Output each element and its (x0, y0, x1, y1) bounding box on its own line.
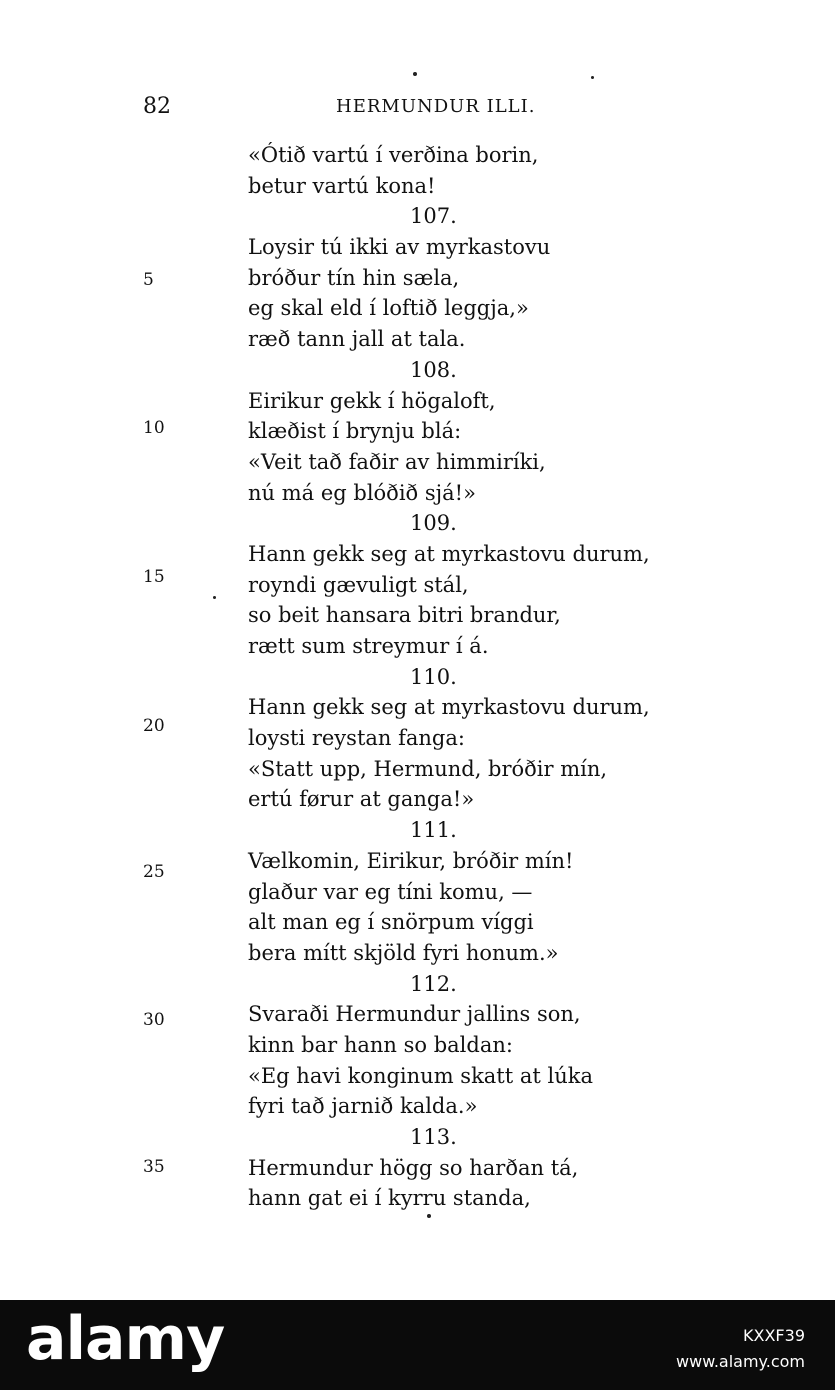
stanza-number: 109. (410, 511, 457, 536)
poem-text (248, 140, 688, 1214)
verse-line: nú má eg blóðið sjá!» (248, 480, 476, 505)
brand-logo: alamy (26, 1304, 225, 1374)
verse-line: kinn bar hann so baldan: (248, 1032, 513, 1057)
verse-line: betur vartú kona! (248, 173, 436, 198)
speck-dot (213, 596, 216, 599)
verse-line: Eirikur gekk í högaloft, (248, 388, 496, 413)
line-marker-30: 30 (143, 1010, 165, 1030)
speck-dot (413, 72, 417, 76)
verse-line: Hermundur högg so harðan tá, (248, 1155, 579, 1180)
verse-line: bera mítt skjöld fyri honum.» (248, 940, 559, 965)
verse-line: royndi gævuligt stál, (248, 572, 469, 597)
line-marker-15: 15 (143, 567, 165, 587)
running-head: HERMUNDUR ILLI. (336, 96, 536, 117)
stanza-number: 108. (410, 357, 457, 382)
stanza-number: 107. (410, 204, 457, 229)
verse-line: «Veit tað faðir av himmiríki, (248, 449, 546, 474)
line-marker-35: 35 (143, 1157, 165, 1177)
verse-line: Vælkomin, Eirikur, bróðir mín! (248, 848, 574, 873)
verse-line: loysti reystan fanga: (248, 726, 465, 751)
verse-line: klæðist í brynju blá: (248, 419, 462, 444)
verse-line: Hann gekk seg at myrkastovu durum, (248, 541, 650, 566)
verse-line: glaður var eg tíni komu, — (248, 879, 533, 904)
verse-line: Hann gekk seg at myrkastovu durum, (248, 695, 650, 720)
verse-line: ræð tann jall at tala. (248, 327, 466, 352)
verse-line: rætt sum streymur í á. (248, 634, 489, 658)
verse-line: Svaraði Hermundur jallins son, (248, 1002, 581, 1027)
verse-line: eg skal eld í loftið leggja,» (248, 296, 529, 321)
verse-line: bróður tín hin sæla, (248, 265, 460, 290)
line-marker-5: 5 (143, 270, 154, 290)
verse-line: ertú førur at ganga!» (248, 787, 475, 812)
verse-line: «Ótið vartú í verðina borin, (248, 143, 539, 167)
line-marker-20: 20 (143, 716, 165, 736)
verse-line: hann gat ei í kyrru standa, (248, 1186, 531, 1211)
watermark-bar (0, 1300, 835, 1390)
verse-line: «Eg havi konginum skatt at lúka (248, 1063, 593, 1088)
stanza-number: 112. (410, 971, 457, 996)
speck-dot (591, 76, 594, 79)
line-marker-25: 25 (143, 862, 165, 882)
image-id: KXXF39 (743, 1326, 805, 1345)
verse-line: «Statt upp, Hermund, bróðir mín, (248, 756, 608, 781)
verse-line: so beit hansara bitri brandur, (248, 603, 561, 628)
line-marker-10: 10 (143, 418, 165, 438)
verse-line: Loysir tú ikki av myrkastovu (248, 235, 551, 260)
stanza-number: 111. (410, 818, 457, 843)
verse-line: fyri tað jarnið kalda.» (248, 1094, 478, 1119)
page-number: 82 (143, 94, 171, 119)
stanza-number: 110. (410, 664, 457, 689)
site-url: www.alamy.com (676, 1352, 805, 1371)
stanza-number: 113. (410, 1125, 457, 1149)
verse-line: alt man eg í snörpum víggi (248, 910, 534, 935)
speck-dot (427, 1214, 431, 1218)
